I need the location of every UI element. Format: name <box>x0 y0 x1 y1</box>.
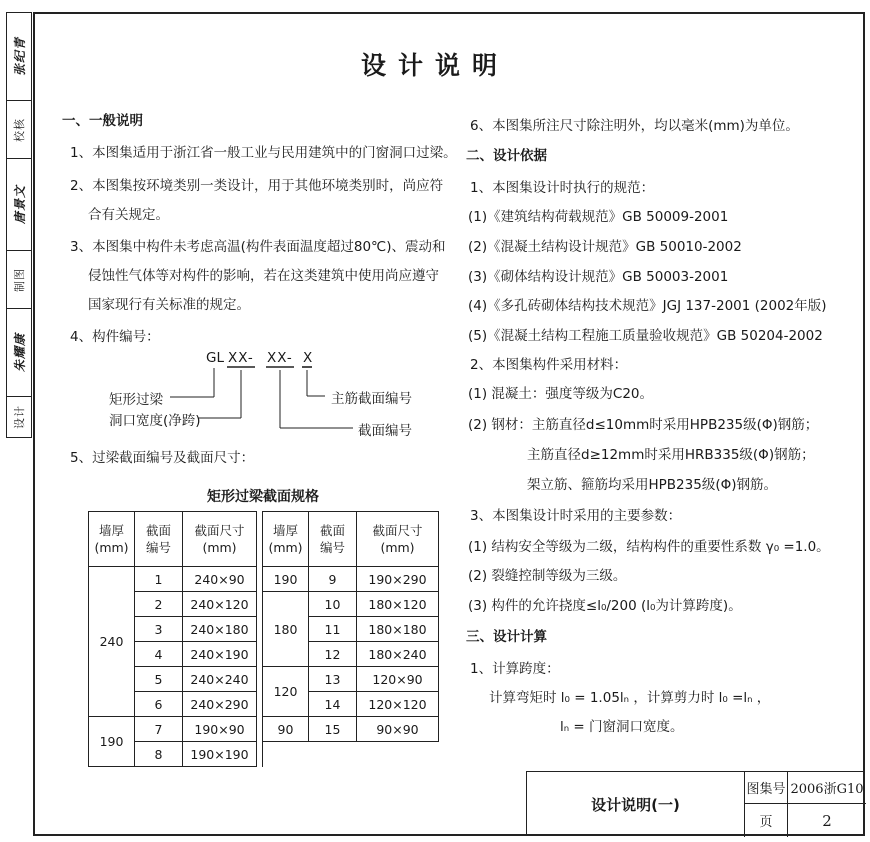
title-block <box>526 771 865 836</box>
section-number-cell: 11 <box>309 617 357 642</box>
paragraph-line: 1、计算跨度： <box>470 661 560 677</box>
code-placeholder: X <box>303 350 313 366</box>
paragraph-line: (3) 构件的允许挠度≤l₀/200 (l₀为计算跨度)。 <box>468 598 742 614</box>
section-size-cell: 180×240 <box>357 642 439 667</box>
section-size-cell: 120×120 <box>357 692 439 717</box>
section-size-cell: 190×190 <box>183 742 257 767</box>
code-label: 截面编号 <box>358 423 412 439</box>
code-prefix: GL <box>206 350 224 366</box>
table-row <box>89 567 439 592</box>
sidebar-cell <box>7 159 31 251</box>
section-number-cell: 14 <box>309 692 357 717</box>
sidebar-cell <box>7 309 31 397</box>
section-number-cell: 9 <box>309 567 357 592</box>
section-heading: 二、设计依据 <box>466 148 547 164</box>
section-number-cell: 1 <box>135 567 183 592</box>
table-gap <box>257 617 263 642</box>
section-size-cell: 180×180 <box>357 617 439 642</box>
column-header: 截面尺寸 (mm) <box>357 512 439 567</box>
paragraph-line: (4)《多孔砖砌体结构技术规范》JGJ 137-2001 (2002年版) <box>468 298 827 314</box>
drawing-name: 设计说明(一) <box>527 772 745 837</box>
section-number-cell: 2 <box>135 592 183 617</box>
paragraph-line: 架立筋、箍筋均采用HPB235级(Φ)钢筋。 <box>527 477 777 493</box>
table-title: 矩形过梁截面规格 <box>207 489 319 505</box>
code-label: 矩形过梁 <box>109 392 163 408</box>
column-header: 墙厚 (mm) <box>263 512 309 567</box>
sidebar-text: 校核 <box>13 117 26 142</box>
section-number-cell: 13 <box>309 667 357 692</box>
code-label: 洞口宽度(净跨) <box>109 413 201 429</box>
column-header: 截面 编号 <box>309 512 357 567</box>
section-size-cell: 240×180 <box>183 617 257 642</box>
section-size-cell: 240×240 <box>183 667 257 692</box>
paragraph-line: 5、过梁截面编号及截面尺寸： <box>70 450 255 466</box>
column-header: 墙厚 (mm) <box>89 512 135 567</box>
sidebar-text: 设计 <box>13 404 26 429</box>
section-number-cell: 6 <box>135 692 183 717</box>
section-size-cell: 240×190 <box>183 642 257 667</box>
atlas-no: 2006浙G10 <box>788 772 866 804</box>
table-gap <box>257 642 263 667</box>
paragraph-line: 国家现行有关标准的规定。 <box>88 297 250 313</box>
section-heading: 一、一般说明 <box>62 113 143 129</box>
section-size-table <box>88 511 439 767</box>
table-row <box>89 592 439 617</box>
section-heading: 三、设计计算 <box>466 629 547 645</box>
paragraph-line: 2、本图集按环境类别一类设计，用于其他环境类别时，尚应符 <box>70 178 444 194</box>
wall-thickness-cell: 190 <box>263 567 309 592</box>
paragraph-line: 合有关规定。 <box>88 207 169 223</box>
paragraph-line: 2、本图集构件采用材料： <box>470 357 628 373</box>
sidebar-text: 制图 <box>13 267 26 292</box>
formula-line: 计算弯矩时 l₀ = 1.05lₙ ，计算剪力时 l₀ =lₙ ， <box>489 690 771 706</box>
section-size-cell: 190×90 <box>183 717 257 742</box>
formula-line: lₙ = 门窗洞口宽度。 <box>560 719 684 735</box>
section-size-cell: 240×90 <box>183 567 257 592</box>
wall-thickness-cell: 240 <box>89 567 135 717</box>
sidebar-text: 唐景文 <box>12 184 27 225</box>
paragraph-line: (2)《混凝土结构设计规范》GB 50010-2002 <box>468 239 742 255</box>
section-number-cell: 12 <box>309 642 357 667</box>
paragraph-line: (2) 钢材：主筋直径d≤10mm时采用HPB235级(Φ)钢筋； <box>468 417 819 433</box>
component-code-diagram <box>95 352 455 442</box>
sidebar-text: 朱耀康 <box>12 332 27 373</box>
wall-thickness-cell: 180 <box>263 592 309 667</box>
paragraph-line: 3、本图集设计时采用的主要参数： <box>470 508 682 524</box>
table-gap <box>257 742 263 767</box>
paragraph-line: (5)《混凝土结构工程施工质量验收规范》GB 50204-2002 <box>468 328 823 344</box>
section-number-cell: 5 <box>135 667 183 692</box>
wall-thickness-cell: 90 <box>263 717 309 742</box>
sidebar-text: 张纪青 <box>12 36 27 77</box>
wall-thickness-cell: 120 <box>263 667 309 717</box>
paragraph-line: (3)《砌体结构设计规范》GB 50003-2001 <box>468 269 729 285</box>
paragraph-line: (1) 结构安全等级为二级，结构构件的重要性系数 γ₀ =1.0。 <box>468 539 830 555</box>
paragraph-line: (1) 混凝土：强度等级为C20。 <box>468 386 654 402</box>
paragraph-line: 4、构件编号： <box>70 329 160 345</box>
section-size-cell: 90×90 <box>357 717 439 742</box>
paragraph-line: 侵蚀性气体等对构件的影响，若在这类建筑中使用尚应遵守 <box>88 268 439 284</box>
column-header: 截面 编号 <box>135 512 183 567</box>
atlas-no-label: 图集号 <box>745 772 788 804</box>
paragraph-line: 1、本图集适用于浙江省一般工业与民用建筑中的门窗洞口过梁。 <box>70 145 457 161</box>
section-number-cell: 8 <box>135 742 183 767</box>
section-number-cell: 10 <box>309 592 357 617</box>
paragraph-line: 1、本图集设计时执行的规范： <box>470 180 655 196</box>
section-size-cell: 190×290 <box>357 567 439 592</box>
code-placeholder: XX- <box>267 350 293 366</box>
sidebar-cell <box>7 101 31 159</box>
code-placeholder: XX- <box>228 350 254 366</box>
wall-thickness-cell: 190 <box>89 717 135 767</box>
table-row <box>89 742 439 767</box>
paragraph-line: 6、本图集所注尺寸除注明外，均以毫米(mm)为单位。 <box>470 118 799 134</box>
table-header-row <box>89 512 439 567</box>
section-size-cell: 240×290 <box>183 692 257 717</box>
section-number-cell: 7 <box>135 717 183 742</box>
section-size-cell: 240×120 <box>183 592 257 617</box>
table-row <box>89 717 439 742</box>
sidebar-cell <box>7 251 31 309</box>
table-row <box>89 667 439 692</box>
section-size-cell: 120×90 <box>357 667 439 692</box>
sidebar-cell <box>7 397 31 436</box>
paragraph-line: (1)《建筑结构荷载规范》GB 50009-2001 <box>468 209 729 225</box>
paragraph-line: 3、本图集中构件未考虑高温(构件表面温度超过80℃)、震动和 <box>70 239 446 255</box>
page-number: 2 <box>822 811 832 830</box>
paragraph-line: (2) 裂缝控制等级为三级。 <box>468 568 627 584</box>
page-title: 设计说明 <box>360 51 509 80</box>
section-number-cell: 3 <box>135 617 183 642</box>
code-label: 主筋截面编号 <box>331 391 412 407</box>
table-gap <box>257 692 263 717</box>
paragraph-line: 主筋直径d≥12mm时采用HRB335级(Φ)钢筋； <box>527 447 815 463</box>
column-header: 截面尺寸 (mm) <box>183 512 257 567</box>
section-size-cell: 180×120 <box>357 592 439 617</box>
section-number-cell: 15 <box>309 717 357 742</box>
section-number-cell: 4 <box>135 642 183 667</box>
page-label: 页 <box>745 804 788 837</box>
